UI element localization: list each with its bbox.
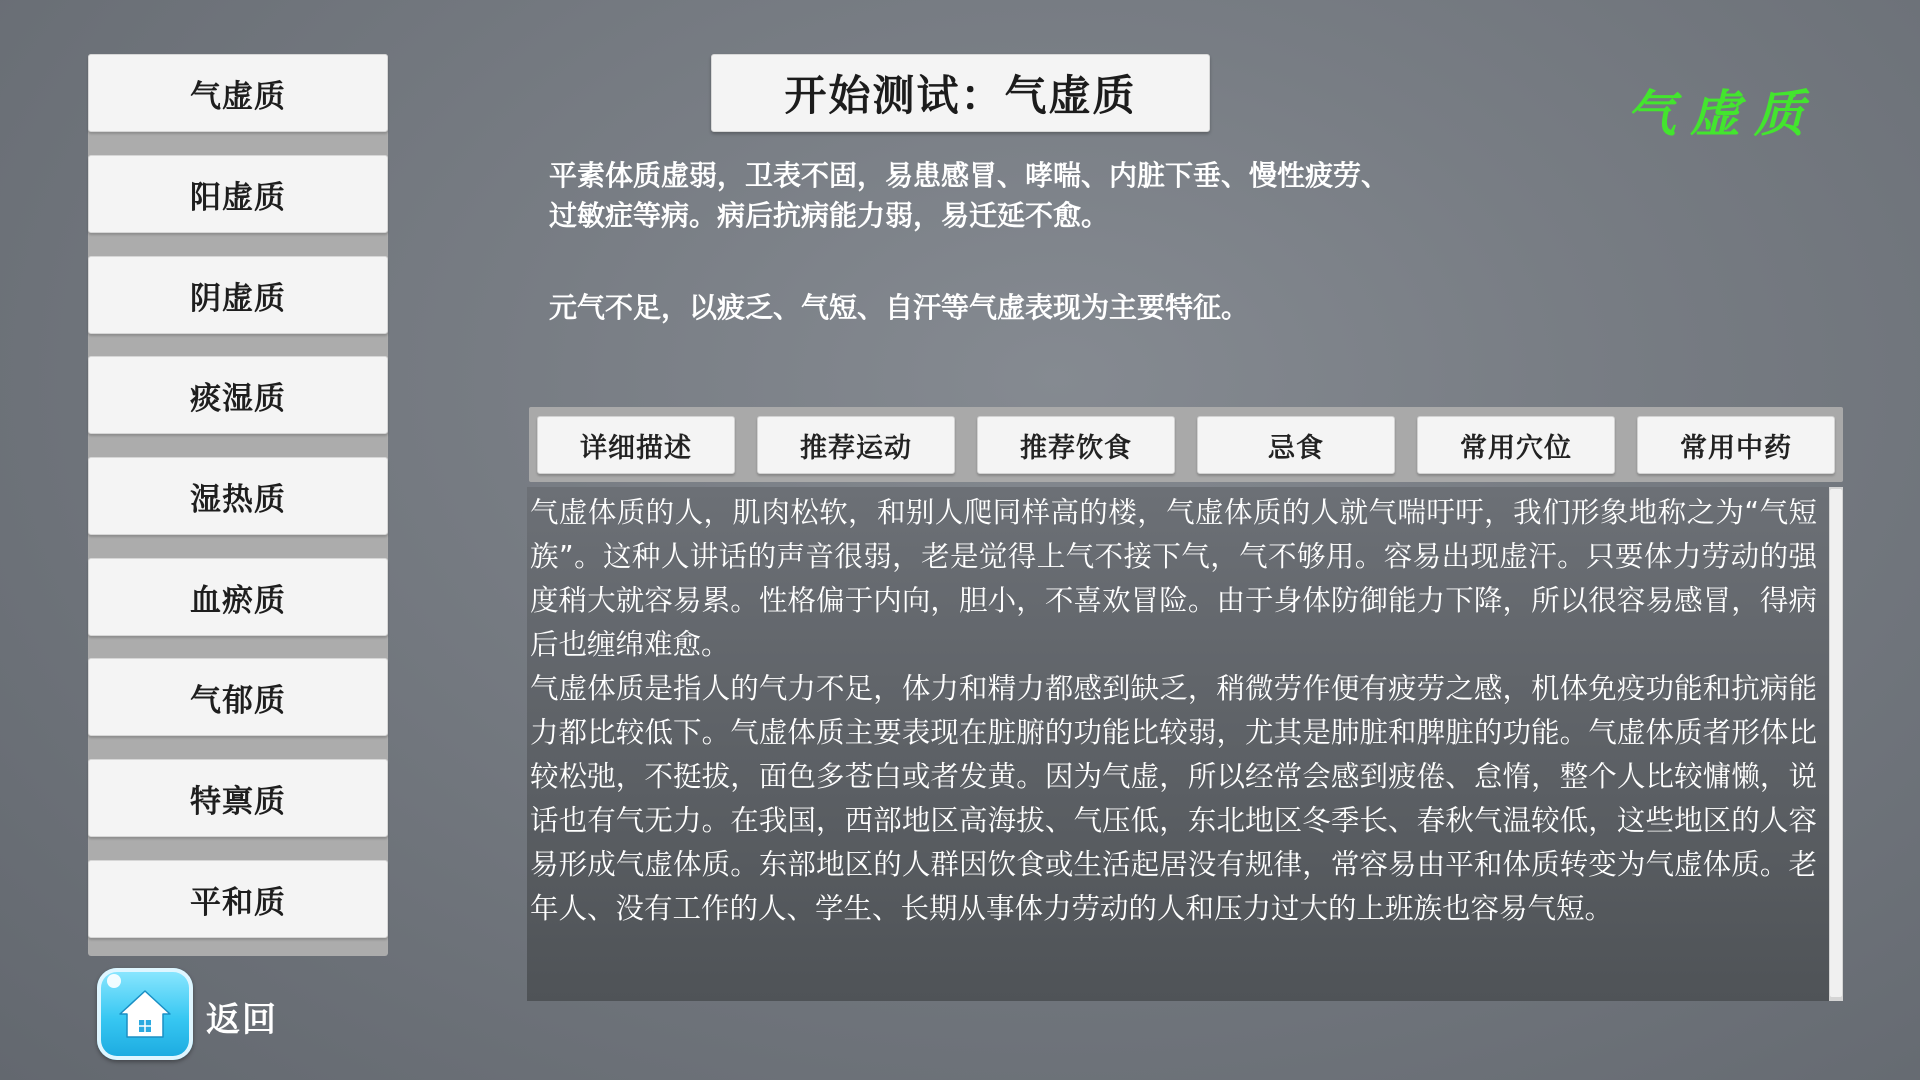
tab-bar	[529, 407, 1843, 482]
constitution-sidebar	[88, 54, 388, 956]
tab-exercise[interactable]: 推荐运动	[757, 416, 955, 474]
tab-avoid-food[interactable]: 忌食	[1197, 416, 1395, 474]
tab-herbs[interactable]: 常用中药	[1637, 416, 1835, 474]
sidebar-item-tanshi[interactable]: 痰湿质	[88, 356, 388, 434]
summary-line: 过敏症等病。病后抗病能力弱，易迁延不愈。	[549, 199, 1110, 232]
sidebar-item-shire[interactable]: 湿热质	[88, 457, 388, 535]
sidebar-item-qixu[interactable]: 气虚质	[88, 54, 388, 132]
sidebar-item-xueyu[interactable]: 血瘀质	[88, 558, 388, 636]
description-paragraph: 气虚体质是指人的气力不足，体力和精力都感到缺乏，稍微劳作便有疲劳之感，机体免疫功能和抗病能力都比较低下。气虚体质主要表现在脏腑的功能比较弱，尤其是肺脏和脾脏的功能。气虚体质者形体比较松弛，不挺拔，面色多苍白或者发黄。因为气虚，所以经常会感到疲倦、怠惰，整个人比较慵懒，说话也有气无力。在我国，西部地区高海拔、气压低，东北地区冬季长、春秋气温较低，这些地区的人容易形成气虚体质。东部地区的人群因饮食或生活起居没有规律，常容易由平和体质转变为气虚体质。老年人、没有工作的人、学生、长期从事体力劳动的人和压力过大的上班族也容易气短。	[530, 672, 1817, 925]
back-button[interactable]: 返回	[206, 1000, 278, 1040]
constitution-summary	[549, 156, 1469, 236]
description-panel[interactable]	[527, 487, 1843, 1001]
home-icon[interactable]	[97, 968, 193, 1060]
sidebar-item-yangxu[interactable]: 阳虚质	[88, 155, 388, 233]
main-feature-text: 元气不足，以疲乏、气短、自汗等气虚表现为主要特征。	[549, 291, 1250, 324]
summary-line: 平素体质虚弱，卫表不固，易患感冒、哮喘、内脏下垂、慢性疲劳、	[549, 159, 1390, 192]
sidebar-item-tebing[interactable]: 特禀质	[88, 759, 388, 837]
scrollbar-thumb[interactable]	[1830, 489, 1842, 997]
sidebar-item-pinghe[interactable]: 平和质	[88, 860, 388, 938]
tab-detail[interactable]: 详细描述	[537, 416, 735, 474]
tab-acupoints[interactable]: 常用穴位	[1417, 416, 1615, 474]
constitution-brand-label: 气虚质	[1626, 84, 1818, 143]
description-paragraph: 气虚体质的人，肌肉松软，和别人爬同样高的楼，气虚体质的人就气喘吁吁，我们形象地称之为“气短族”。这种人讲话的声音很弱，老是觉得上气不接下气，气不够用。容易出现虚汗。只要体力劳动的强度稍大就容易累。性格偏于内向，胆小，不喜欢冒险。由于身体防御能力下降，所以很容易感冒，得病后也缠绵难愈。	[530, 496, 1817, 661]
page-title: 开始测试：气虚质	[711, 54, 1210, 132]
scrollbar[interactable]	[1829, 487, 1843, 1001]
sidebar-item-yinxu[interactable]: 阴虚质	[88, 256, 388, 334]
tab-diet[interactable]: 推荐饮食	[977, 416, 1175, 474]
sidebar-item-qiyu[interactable]: 气郁质	[88, 658, 388, 736]
